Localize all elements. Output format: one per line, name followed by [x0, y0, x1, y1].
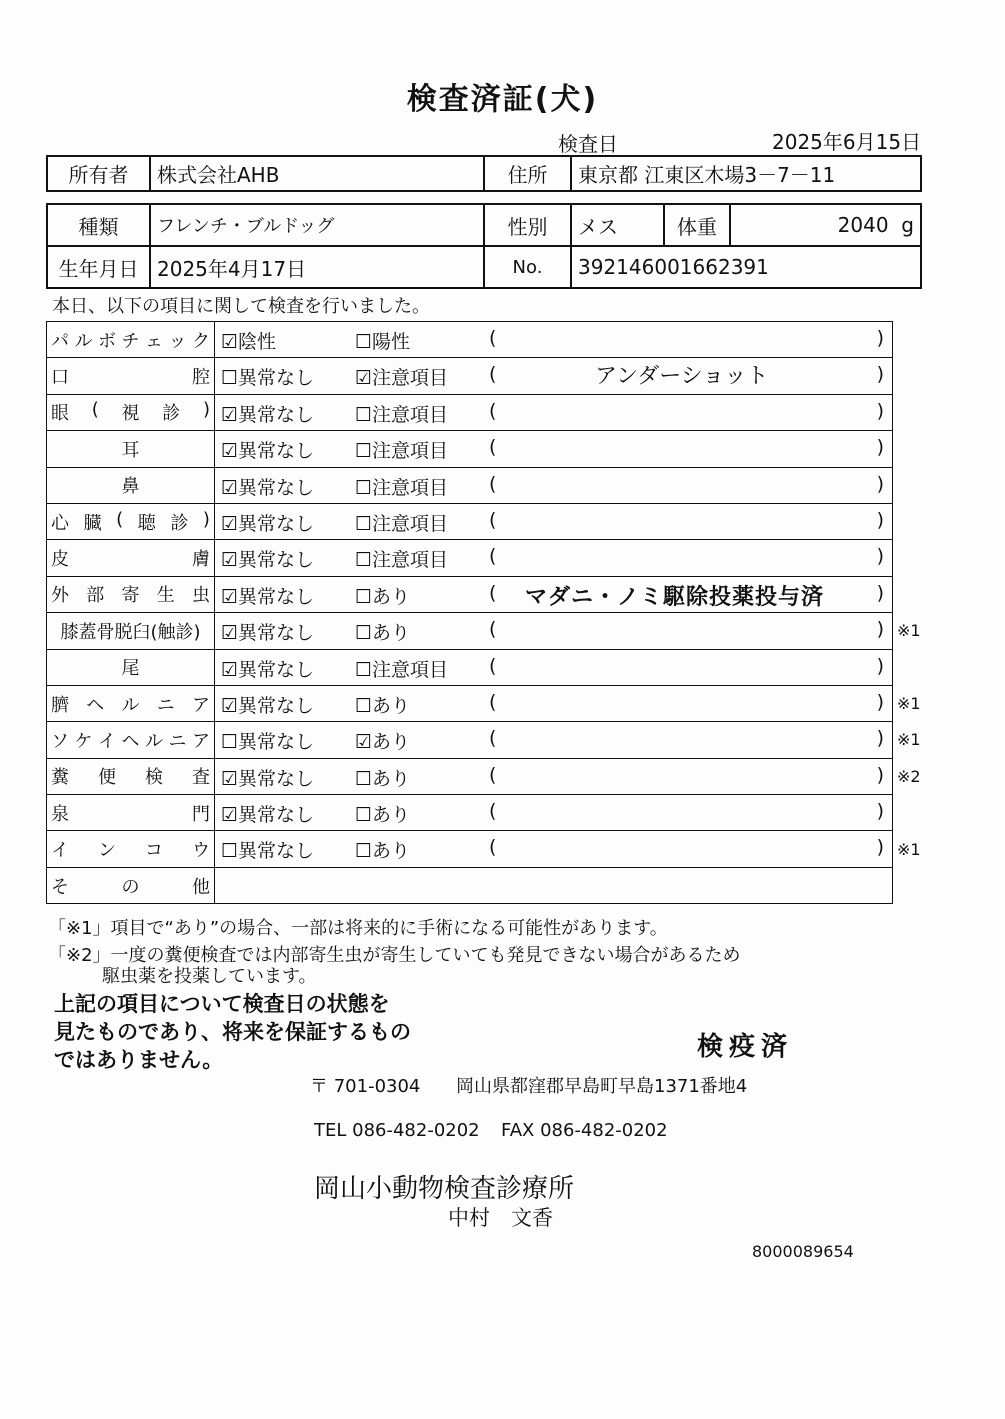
check-item-result [215, 758, 893, 794]
check-row [47, 358, 893, 394]
no-label: No. [484, 246, 571, 288]
check-item-name-char: コ [145, 840, 163, 862]
paren-open: ( [489, 727, 497, 750]
check-item-name-char: ウ [192, 840, 210, 862]
check-item-name-char: 尾 [121, 658, 140, 680]
paren-close: ) [876, 399, 884, 422]
option-normal-checkbox[interactable]: ☑異常なし [221, 549, 315, 572]
check-row [47, 467, 893, 503]
check-item-result [215, 867, 893, 903]
paren-open: ( [489, 690, 497, 713]
check-row [47, 394, 893, 430]
check-item-result [215, 576, 893, 612]
footnote-2-cont: 駆虫薬を投薬しています。 [102, 966, 317, 987]
paren-close: ) [876, 836, 884, 859]
check-item-note: マダニ・ノミ駆除投薬投与済 [525, 584, 825, 610]
check-item-name [47, 503, 215, 539]
option-attention-checkbox[interactable]: ☐注意項目 [355, 658, 449, 681]
check-item-result [215, 540, 893, 576]
option-attention-checkbox[interactable]: ☐注意項目 [355, 476, 449, 499]
check-item-name-char: 部 [86, 585, 105, 607]
check-item-result [215, 722, 893, 758]
paren-close: ) [876, 363, 884, 386]
paren-open: ( [489, 327, 497, 349]
paren-open: ( [489, 654, 497, 677]
check-item-name [47, 613, 215, 649]
option-attention-checkbox[interactable]: ☑注意項目 [355, 367, 449, 390]
check-item-name-char: 泉 [51, 803, 69, 825]
option-attention-checkbox[interactable]: ☐注意項目 [355, 403, 449, 426]
check-item-name-char: 膝蓋骨脱臼(触診) [60, 621, 201, 643]
paren-open: ( [489, 363, 497, 386]
check-item-name-char: ク [192, 330, 210, 352]
option-normal-checkbox[interactable]: ☑異常なし [221, 440, 315, 463]
check-item-name [47, 867, 215, 903]
footnote-mark: ※2 [897, 766, 921, 786]
paren-close: ) [876, 436, 884, 459]
intro-text: 本日、以下の項目に関して検査を行いました。 [52, 296, 430, 317]
check-item-name-char: ニ [168, 730, 187, 752]
birth-value: 2025年4月17日 [150, 246, 484, 288]
option-attention-checkbox[interactable]: ☐あり [355, 694, 411, 717]
check-item-name-char: ル [74, 330, 93, 352]
option-attention-checkbox[interactable]: ☑あり [355, 731, 411, 754]
address-label: 住所 [484, 156, 571, 191]
animal-info-table [46, 203, 922, 289]
option-normal-checkbox[interactable]: ☑異常なし [221, 804, 315, 827]
check-item-name-char: チ [121, 330, 140, 352]
paren-close: ) [876, 581, 884, 604]
serial-number: 8000089654 [752, 1242, 854, 1261]
sex-label: 性別 [484, 204, 571, 246]
check-item-name-char: 糞 [51, 767, 69, 789]
option-normal-checkbox[interactable]: ☐異常なし [221, 731, 315, 754]
paren-open: ( [489, 581, 497, 604]
footnote-2: 「※2」一度の糞便検査では内部寄生虫が寄生していても発見できない場合があるため [48, 945, 741, 966]
check-item-result [215, 431, 893, 467]
option-attention-checkbox[interactable]: ☐注意項目 [355, 549, 449, 572]
check-item-name-char: ア [192, 694, 210, 716]
check-item-result [215, 394, 893, 430]
check-item-note: アンダーショット [595, 364, 769, 390]
check-item-name-char: 虫 [192, 585, 210, 607]
check-item-name-char: 口 [51, 367, 69, 389]
footnote-1: 「※1」項目で“あり”の場合、一部は将来的に手術になる可能性があります。 [48, 918, 668, 939]
option-normal-checkbox[interactable]: ☑異常なし [221, 622, 315, 645]
disclaimer-line: 見たものであり、将来を保証するもの [54, 1020, 411, 1044]
footnote-mark: ※1 [897, 839, 921, 859]
footnote-mark: ※1 [897, 730, 921, 750]
quarantine-stamp: 検疫済 [697, 1032, 794, 1062]
breed-label: 種類 [47, 204, 150, 246]
check-item-name-char: 外 [51, 585, 69, 607]
check-item-name-char: ェ [145, 330, 163, 352]
check-item-name-char: イ [98, 730, 116, 752]
check-item-name [47, 685, 215, 721]
check-item-name [47, 540, 215, 576]
check-item-name-char: 視 [121, 403, 140, 425]
check-item-name-char: 臓 [83, 512, 102, 534]
check-item-name-char: ヘ [86, 694, 105, 716]
check-item-name-char: 診 [162, 403, 181, 425]
check-item-name-char: ル [121, 694, 140, 716]
check-item-name [47, 649, 215, 685]
check-item-name-char: 聴 [137, 512, 156, 534]
check-item-name [47, 322, 215, 358]
disclaimer-line: 上記の項目について検査日の状態を [54, 992, 390, 1016]
check-item-name-char: 耳 [121, 439, 140, 461]
check-item-name-char: 査 [192, 767, 210, 789]
footnote-mark: ※1 [897, 621, 921, 641]
check-item-name-char: そ [51, 876, 69, 898]
check-item-name-char: ヘ [121, 730, 140, 752]
no-value: 392146001662391 [571, 246, 921, 288]
check-item-name-char: ケ [74, 730, 93, 752]
check-item-name-char: 皮 [51, 549, 69, 571]
check-row [47, 322, 893, 358]
check-item-name-char: ン [98, 840, 116, 862]
option-normal-checkbox[interactable]: ☑異常なし [221, 658, 315, 681]
option-attention-checkbox[interactable]: ☐注意項目 [355, 440, 449, 463]
option-normal-checkbox[interactable]: ☑異常なし [221, 403, 315, 426]
exam-date-label: 検査日 [558, 132, 618, 156]
check-item-result [215, 795, 893, 831]
paren-close: ) [876, 472, 884, 495]
clinic-tel: TEL 086-482-0202 [314, 1120, 480, 1141]
paren-open: ( [489, 508, 497, 531]
check-item-name-char: 腔 [192, 367, 210, 389]
check-item-name-char: 眼 [51, 403, 69, 425]
check-item-name [47, 831, 215, 867]
clinic-fax: FAX 086-482-0202 [501, 1120, 668, 1141]
check-item-name-char: ル [145, 730, 163, 752]
check-item-name-char: ニ [156, 694, 175, 716]
paren-open: ( [489, 545, 497, 568]
check-item-name [47, 795, 215, 831]
check-item-name [47, 758, 215, 794]
paren-close: ) [876, 800, 884, 823]
paren-open: ( [489, 800, 497, 823]
footnote-mark: ※1 [897, 694, 921, 713]
option-normal-checkbox[interactable]: ☑異常なし [221, 476, 315, 499]
check-item-name-char: 検 [145, 767, 163, 789]
check-row [47, 831, 893, 867]
check-item-name-char: 心 [51, 512, 69, 534]
check-item-name [47, 467, 215, 503]
check-item-name [47, 358, 215, 394]
check-item-name-char: イ [51, 840, 69, 862]
check-row [47, 795, 893, 831]
check-item-name-char: 生 [156, 585, 175, 607]
option-normal-checkbox[interactable]: ☑異常なし [221, 585, 315, 608]
weight-label: 体重 [664, 204, 730, 246]
check-item-name-char: 寄 [121, 585, 140, 607]
breed-value: フレンチ・ブルドッグ [150, 204, 484, 246]
check-item-result [215, 649, 893, 685]
check-row [47, 613, 893, 649]
check-item-name-char: 診 [170, 512, 189, 534]
postal-code: 〒 701-0304 [310, 1076, 421, 1097]
check-item-name-char: 門 [192, 803, 210, 825]
paren-close: ) [876, 654, 884, 677]
check-item-name [47, 394, 215, 430]
option-attention-checkbox[interactable]: ☐注意項目 [355, 512, 449, 535]
clinic-address: 岡山県都窪郡早島町早島1371番地4 [456, 1076, 748, 1097]
check-item-name-char: ア [192, 730, 210, 752]
weight-cell [730, 204, 921, 246]
check-item-name-char: ( [91, 399, 99, 421]
paren-close: ) [876, 327, 884, 349]
check-item-name-char: ( [116, 508, 124, 530]
check-table [46, 321, 893, 904]
check-item-name-char: ボ [98, 330, 116, 352]
paren-close: ) [876, 618, 884, 641]
option-normal-checkbox[interactable]: ☑陰性 [221, 331, 277, 353]
clinic-name: 岡山小動物検査診療所 [314, 1174, 575, 1204]
check-item-result [215, 503, 893, 539]
birth-label: 生年月日 [47, 246, 150, 288]
inspector-name: 中村 文香 [448, 1206, 553, 1230]
check-item-name-char: 他 [192, 876, 210, 898]
paren-open: ( [489, 763, 497, 786]
owner-value: 株式会社AHB [150, 156, 484, 191]
check-item-name [47, 722, 215, 758]
check-item-name [47, 431, 215, 467]
check-item-result [215, 831, 893, 867]
check-item-name-char: 便 [98, 767, 116, 789]
check-row [47, 540, 893, 576]
check-item-name-char: ) [202, 399, 210, 421]
paren-open: ( [489, 472, 497, 495]
owner-table [46, 155, 922, 192]
option-normal-checkbox[interactable]: ☐異常なし [221, 840, 315, 863]
paren-open: ( [489, 836, 497, 859]
option-normal-checkbox[interactable]: ☑異常なし [221, 512, 315, 535]
paren-open: ( [489, 436, 497, 459]
page-title: 検査済証(犬) [406, 82, 599, 117]
option-attention-checkbox[interactable]: ☐あり [355, 767, 411, 790]
owner-label: 所有者 [47, 156, 150, 191]
address-value: 東京都 江東区木場3－7－11 [571, 156, 921, 191]
option-attention-checkbox[interactable]: ☐あり [355, 622, 411, 645]
option-attention-checkbox[interactable]: ☐あり [355, 804, 411, 827]
paren-open: ( [489, 618, 497, 641]
paren-close: ) [876, 508, 884, 531]
check-item-result [215, 613, 893, 649]
option-normal-checkbox[interactable]: ☑異常なし [221, 767, 315, 790]
option-normal-checkbox[interactable]: ☐異常なし [221, 367, 315, 390]
check-row [47, 685, 893, 721]
check-item-name-char: ) [202, 508, 210, 530]
check-item-result [215, 358, 893, 394]
paren-close: ) [876, 727, 884, 750]
check-item-result [215, 322, 893, 358]
sex-value: メス [571, 204, 664, 246]
paren-close: ) [876, 763, 884, 786]
option-attention-checkbox[interactable]: ☐あり [355, 585, 411, 608]
check-item-name-char: ソ [51, 730, 69, 752]
check-row [47, 758, 893, 794]
check-item-name-char: 臍 [51, 694, 69, 716]
disclaimer [54, 990, 411, 1074]
paren-open: ( [489, 399, 497, 422]
check-item-result [215, 685, 893, 721]
check-item-name-char: ッ [168, 330, 187, 352]
check-row [47, 649, 893, 685]
disclaimer-line: ではありません。 [54, 1048, 224, 1072]
option-attention-checkbox[interactable]: ☐あり [355, 840, 411, 863]
check-item-name-char: 鼻 [121, 476, 140, 498]
weight-value: 2040 [837, 213, 889, 237]
check-row [47, 431, 893, 467]
check-item-name-char: 膚 [192, 549, 210, 571]
paren-close: ) [876, 690, 884, 713]
check-row [47, 722, 893, 758]
check-item-name [47, 576, 215, 612]
check-item-name-char: パ [51, 330, 69, 352]
exam-date-value: 2025年6月15日 [772, 130, 922, 154]
check-item-name-char: の [121, 876, 140, 898]
check-row [47, 503, 893, 539]
check-item-result [215, 467, 893, 503]
paren-close: ) [876, 545, 884, 568]
option-normal-checkbox[interactable]: ☑異常なし [221, 694, 315, 717]
weight-unit: g [901, 213, 914, 237]
option-attention-checkbox[interactable]: ☐陽性 [355, 331, 411, 353]
check-row [47, 576, 893, 612]
check-row [47, 867, 893, 903]
